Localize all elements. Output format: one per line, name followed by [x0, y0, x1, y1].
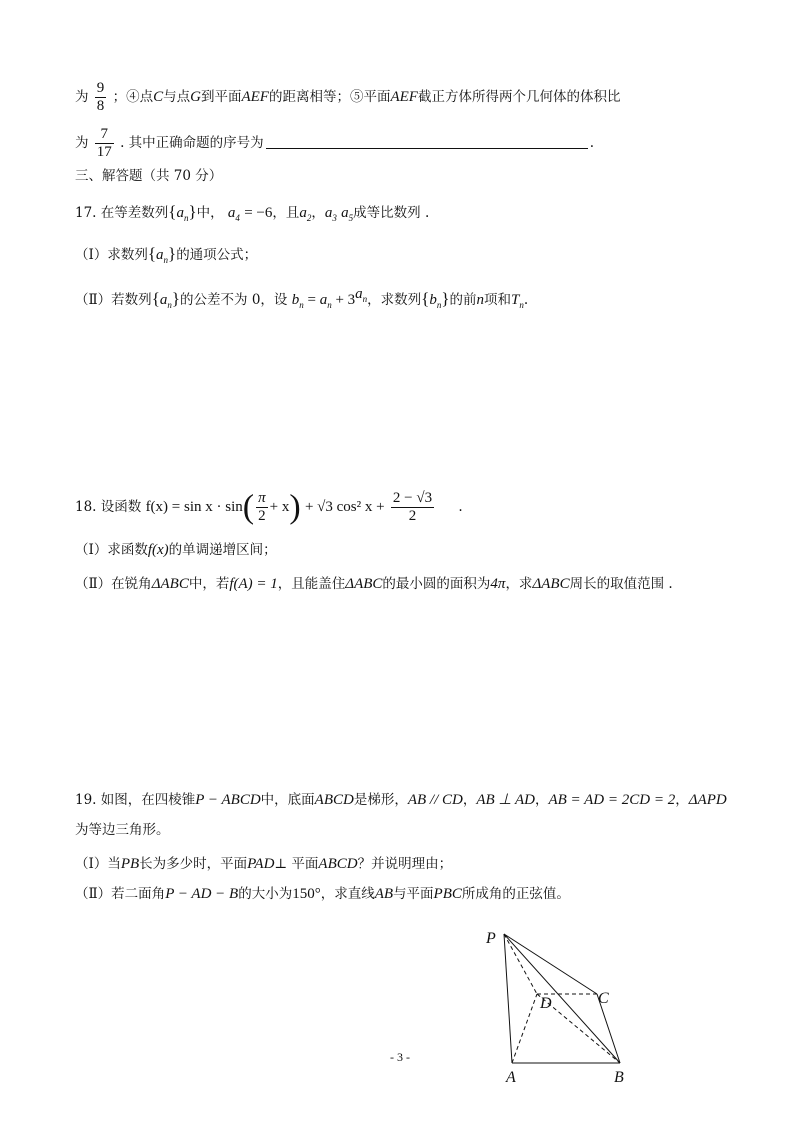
label-P: P — [486, 930, 496, 947]
math: PBC — [433, 886, 462, 902]
text: 的大小为 — [238, 886, 293, 902]
point-label: G — [190, 89, 201, 105]
text: 成等比数列 . — [353, 205, 430, 221]
math: f(x) — [147, 542, 169, 558]
text: ⊥ 平面 — [274, 856, 319, 872]
math: P − ABCD — [195, 792, 261, 808]
text: 项和 — [484, 292, 511, 308]
text: 的前 — [449, 292, 477, 308]
math: + x — [269, 499, 290, 515]
plane-label: AEF — [390, 89, 418, 105]
fraction-9-8: $\frac{9}{8}$ — [96, 80, 105, 114]
text: ，求数列 — [367, 292, 422, 308]
text: 与平面 — [393, 886, 434, 902]
math: f(x) = sin x · sin — [145, 499, 243, 515]
text: . — [458, 499, 463, 515]
q16-tail-line1 — [75, 80, 620, 115]
text: 为 — [75, 89, 89, 105]
text: ， — [462, 792, 477, 808]
text: 17. 在等差数列 — [75, 205, 169, 221]
label-C: C — [598, 990, 609, 1007]
text: （Ⅱ）若二面角 — [75, 886, 166, 902]
q19-stem — [75, 790, 727, 810]
text: 为 — [75, 135, 89, 151]
q18-part1 — [75, 540, 277, 560]
math: n — [476, 292, 484, 308]
text: ， — [534, 792, 549, 808]
math: ABCD — [318, 856, 358, 872]
page-number: - 3 - — [390, 1050, 410, 1064]
text: ，求直线 — [320, 886, 375, 902]
math: AB = AD = 2CD = 2 — [548, 792, 676, 808]
text: 的距离相等；⑤平面 — [268, 89, 391, 105]
fraction-2-minus-sqrt3: $\frac{2 - √3}{2}$ — [392, 490, 433, 524]
text: 中，若 — [188, 576, 230, 592]
text: ？并说明理由； — [357, 856, 453, 872]
section-title — [75, 166, 222, 186]
text: 截正方体所得两个几何体的体积比 — [417, 89, 621, 105]
text: （Ⅰ）求数列 — [75, 247, 148, 263]
q16-tail-line2 — [75, 126, 594, 161]
text: 周长的取值范围 . — [569, 576, 673, 592]
text: 19. 如图，在四棱锥 — [75, 792, 196, 808]
edge-PD-hidden — [504, 934, 537, 994]
text: （Ⅰ）当 — [75, 856, 121, 872]
answer-blank[interactable] — [266, 134, 588, 149]
math: AB // CD — [407, 792, 463, 808]
math: + √3 cos² x + — [304, 499, 385, 515]
text: ，且能盖住 — [277, 576, 346, 592]
math: 150° — [292, 886, 321, 902]
text: ，求 — [505, 576, 533, 592]
text: 到平面 — [200, 89, 242, 105]
text: ，且 — [272, 205, 300, 221]
q19-part1 — [75, 854, 452, 874]
math: ΔABC — [151, 576, 189, 592]
text: 为等边三角形。 — [75, 822, 170, 838]
label-B: B — [614, 1069, 624, 1086]
fraction-7-17: $\frac{7}{17}$ — [96, 126, 112, 160]
text: （Ⅱ）若数列 — [75, 292, 152, 308]
text: 的最小圆的面积为 — [382, 576, 491, 592]
text: 的通项公式； — [176, 247, 258, 263]
pyramid-figure — [470, 920, 640, 1090]
math: ΔAPD — [688, 792, 727, 808]
q17-part2: （Ⅱ）若数列$\{a_n\}$的公差不为 0，设 $b_n = a_n + 3^{a_n}$，求数列$\{b_n\}$的前n项和$T_n$. — [75, 286, 529, 310]
text: ；④点 — [112, 89, 154, 105]
math: PB — [120, 856, 140, 872]
text: （Ⅰ）求函数 — [75, 542, 148, 558]
text: 中，底面 — [260, 792, 315, 808]
math: ΔABC — [532, 576, 570, 592]
text: 所成角的正弦值。 — [461, 886, 570, 902]
edge-AD-hidden — [512, 994, 537, 1063]
text: . 其中正确命题的序号为 — [120, 135, 264, 151]
section-heading: 三、解答题（共 70 分） — [75, 168, 223, 184]
text: ， — [675, 792, 689, 808]
math: f(A) = 1 — [229, 576, 278, 592]
text: 是梯形， — [353, 792, 408, 808]
edge-PA — [504, 934, 512, 1063]
q18-stem: 18. 设函数 f(x) = sin x · sin( $\frac{\pi}{2}$ + x) + √3 cos² x + $\frac{2 - √3}{2}$ . — [75, 488, 463, 526]
math: AB ⊥ AD — [476, 792, 535, 808]
math: = −6 — [244, 205, 273, 221]
label-D: D — [540, 995, 552, 1012]
q17-part1: （Ⅰ）求数列$\{a_n\}$的通项公式； — [75, 244, 258, 265]
text: 18. 设函数 — [75, 499, 142, 515]
plane-label: AEF — [241, 89, 269, 105]
math: P − AD − B — [165, 886, 239, 902]
math: ABCD — [314, 792, 354, 808]
q19-stem-line2 — [75, 820, 170, 840]
q17-stem: 17. 在等差数列$\{a_n\}$中， $a_4 = -6$，且$a_2$，$a_3$ $a_5$成等比数列 . — [75, 202, 430, 223]
text: . — [589, 135, 594, 151]
text: 中， — [196, 205, 224, 221]
label-A: A — [506, 1069, 516, 1086]
text: 与点 — [163, 89, 191, 105]
text: 长为多少时，平面 — [139, 856, 248, 872]
text: （Ⅱ）在锐角 — [75, 576, 152, 592]
math: PAD — [247, 856, 275, 872]
point-label: C — [153, 89, 164, 105]
q19-part2 — [75, 884, 570, 904]
math: 4π — [490, 576, 506, 592]
fraction-pi-2: $\frac{\pi}{2}$ — [258, 490, 266, 524]
math: ΔABC — [345, 576, 383, 592]
q18-part2 — [75, 574, 673, 594]
math: AB — [374, 886, 394, 902]
text: 的公差不为 0，设 — [180, 292, 288, 308]
text: . — [523, 292, 529, 308]
text: 的单调递增区间； — [168, 542, 277, 558]
